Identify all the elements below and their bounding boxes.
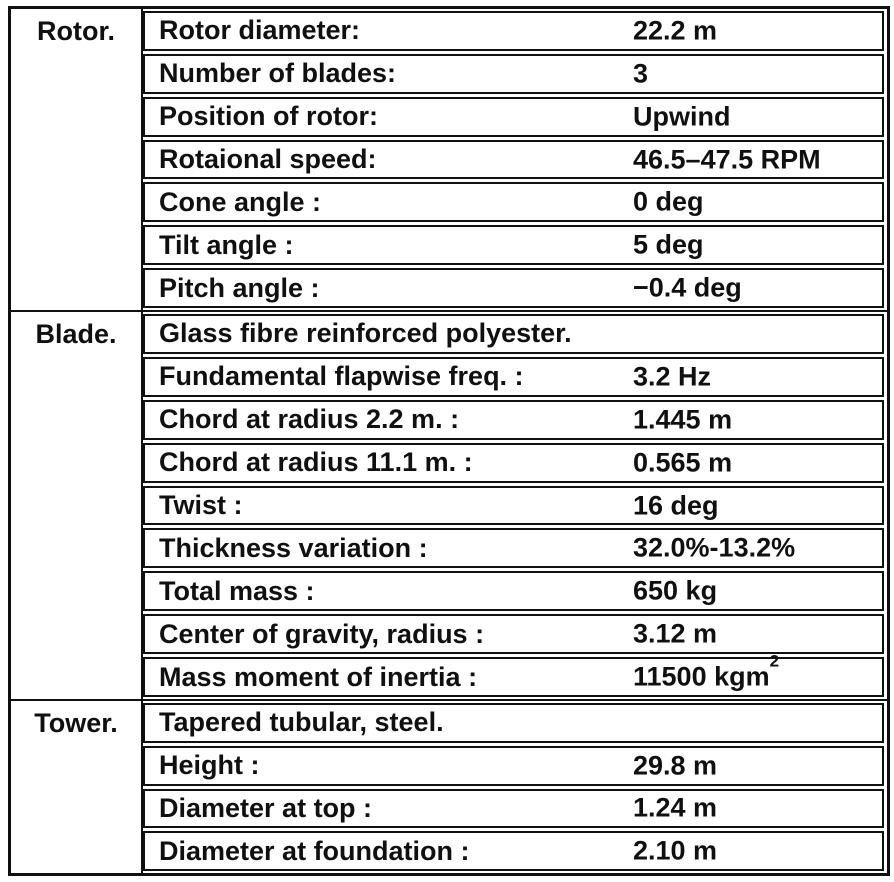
- section-rotor-label-cell: [11, 9, 143, 310]
- table-row: [143, 268, 884, 308]
- table-row: [143, 182, 884, 222]
- table-row: [143, 703, 884, 743]
- table-row: [143, 789, 884, 829]
- row-value: 32.0%-13.2%: [633, 532, 796, 563]
- table-row: [143, 314, 884, 354]
- row-label: Mass moment of inertia :: [159, 661, 478, 692]
- row-value-text: 11500 kgm: [633, 661, 770, 692]
- table-row: [143, 225, 884, 265]
- table-row: [143, 486, 884, 526]
- row-label: Fundamental flapwise freq. :: [159, 361, 524, 392]
- row-value: −0.4 deg: [633, 272, 742, 303]
- row-label: Pitch angle :: [159, 272, 320, 303]
- row-label: Position of rotor:: [159, 101, 378, 132]
- section-blade-label-cell: [11, 312, 143, 699]
- row-value: 1.24 m: [633, 792, 718, 823]
- row-value: 3: [633, 58, 649, 89]
- table-row: [143, 651, 884, 697]
- row-label: Rotor diameter:: [159, 15, 361, 46]
- section-tower-rows: [143, 701, 887, 873]
- row-value: 650 kg: [633, 575, 718, 606]
- row-label: Center of gravity, radius :: [159, 618, 485, 649]
- table-row: [143, 357, 884, 397]
- row-value: 29.8 m: [633, 750, 718, 781]
- row-value: 2.10 m: [633, 835, 718, 866]
- row-value: 5 deg: [633, 229, 704, 260]
- row-label: Tapered tubular, steel.: [159, 707, 444, 738]
- table-row: [143, 746, 884, 786]
- row-label: Height :: [159, 750, 260, 781]
- row-value: 1.445 m: [633, 404, 733, 435]
- row-label: Thickness variation :: [159, 532, 428, 563]
- table-row: [143, 614, 884, 654]
- table-row: [143, 443, 884, 483]
- row-label: Diameter at foundation :: [159, 835, 470, 866]
- row-label: Diameter at top :: [159, 792, 373, 823]
- row-value: 22.2 m: [633, 15, 718, 46]
- table-row: [143, 528, 884, 568]
- row-label: Chord at radius 2.2 m. :: [159, 404, 460, 435]
- row-label: Chord at radius 11.1 m. :: [159, 447, 473, 478]
- row-label: Twist :: [159, 490, 243, 520]
- row-label: Rotaional speed:: [159, 144, 377, 174]
- section-tower: [11, 699, 887, 873]
- section-rotor: [11, 9, 887, 310]
- table-row: [143, 11, 884, 51]
- row-label: Glass fibre reinforced polyester.: [159, 318, 572, 349]
- section-label: Rotor.: [37, 16, 115, 46]
- table-row: [143, 97, 884, 137]
- row-label: Cone angle :: [159, 186, 322, 217]
- row-label: Total mass :: [159, 575, 315, 606]
- table-row: [143, 831, 884, 871]
- row-value: 0.565 m: [633, 447, 733, 478]
- row-value: 3.12 m: [633, 618, 718, 649]
- table-row: [143, 54, 884, 94]
- section-label: Tower.: [34, 708, 118, 738]
- section-tower-label-cell: [11, 701, 143, 873]
- section-blade-rows: [143, 312, 887, 699]
- turbine-spec-table: [8, 6, 890, 876]
- row-value: 0 deg: [633, 186, 704, 217]
- row-value: 46.5–47.5 RPM: [633, 144, 821, 174]
- row-value: 3.2 Hz: [633, 361, 712, 392]
- row-value: [633, 651, 780, 692]
- section-blade: [11, 310, 887, 699]
- section-rotor-rows: [143, 9, 887, 310]
- table-row: [143, 571, 884, 611]
- table-row: [143, 400, 884, 440]
- table-row: [143, 140, 884, 180]
- row-value: Upwind: [633, 101, 731, 132]
- section-label: Blade.: [35, 319, 117, 349]
- row-value-superscript: 2: [769, 651, 780, 671]
- row-label: Tilt angle :: [159, 229, 294, 260]
- row-value: 16 deg: [633, 490, 719, 520]
- row-label: Number of blades:: [159, 58, 397, 89]
